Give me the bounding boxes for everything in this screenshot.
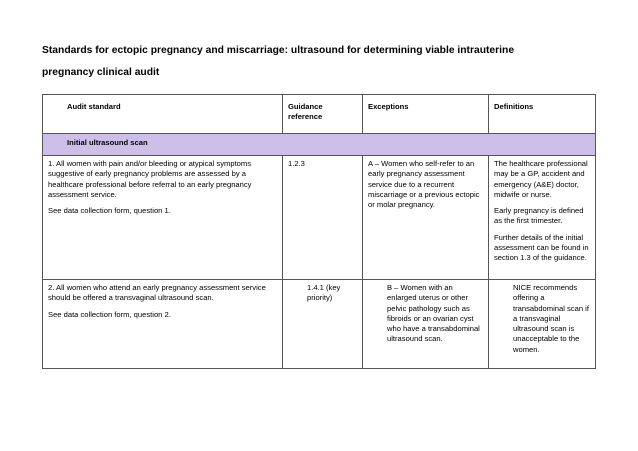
reference-cell: 1.4.1 (key priority): [283, 280, 363, 369]
header-guidance-reference: Guidance reference: [283, 95, 363, 134]
definition-text: Early pregnancy is defined as the first trimester.: [494, 206, 584, 226]
audit-table: [42, 94, 596, 369]
standard-text: 1. All women with pain and/or bleeding or atypical symptoms suggestive of early pregnancy problems are assessed by a healthcare professional before referral to an early pregnancy assessment service.: [48, 159, 252, 199]
definition-text: The healthcare professional may be a GP, accident and emergency (A&E) doctor, midwife or nurse.: [494, 159, 588, 199]
table-header-row: [43, 95, 596, 134]
definition-text: NICE recommends offering a transabdominal scan if a transvaginal ultrasound scan is unacceptable to the women.: [513, 283, 589, 354]
standard-note: See data collection form, question 2.: [48, 309, 171, 319]
standard-note: See data collection form, question 1.: [48, 206, 171, 216]
section-title: Initial ultrasound scan: [43, 134, 596, 156]
title-line-1: Standards for ectopic pregnancy and miscarriage: ultrasound for determining viable intrauterine: [42, 45, 515, 56]
standard-cell: [43, 280, 283, 369]
reference-cell: 1.2.3: [283, 156, 363, 280]
exception-text: B – Women with an enlarged uterus or other pelvic pathology such as fibroids or an ovarian cyst who have a transabdominal ultrasound scan.: [387, 283, 480, 344]
header-exceptions: Exceptions: [363, 95, 489, 134]
definition-text: Further details of the initial assessment can be found in section 1.3 of the guidance.: [494, 232, 589, 263]
title-line-2: pregnancy clinical audit: [42, 67, 160, 78]
standard-cell: [43, 156, 283, 280]
table-row: [43, 156, 596, 280]
table-row: [43, 280, 596, 369]
exception-text: A – Women who self-refer to an early pregnancy assessment service due to a recurrent miscarriage or a previous ectopic or molar pregnancy.: [368, 159, 480, 210]
exception-cell: [363, 156, 489, 280]
document-title: [42, 40, 602, 84]
definitions-cell: [489, 280, 596, 369]
exception-cell: [363, 280, 489, 369]
standard-text: 2. All women who attend an early pregnancy assessment service should be offered a transvaginal ultrasound scan.: [48, 283, 266, 303]
header-audit-standard: Audit standard: [43, 95, 283, 134]
header-definitions: Definitions: [489, 95, 596, 134]
section-row: [43, 134, 596, 156]
definitions-cell: [489, 156, 596, 280]
